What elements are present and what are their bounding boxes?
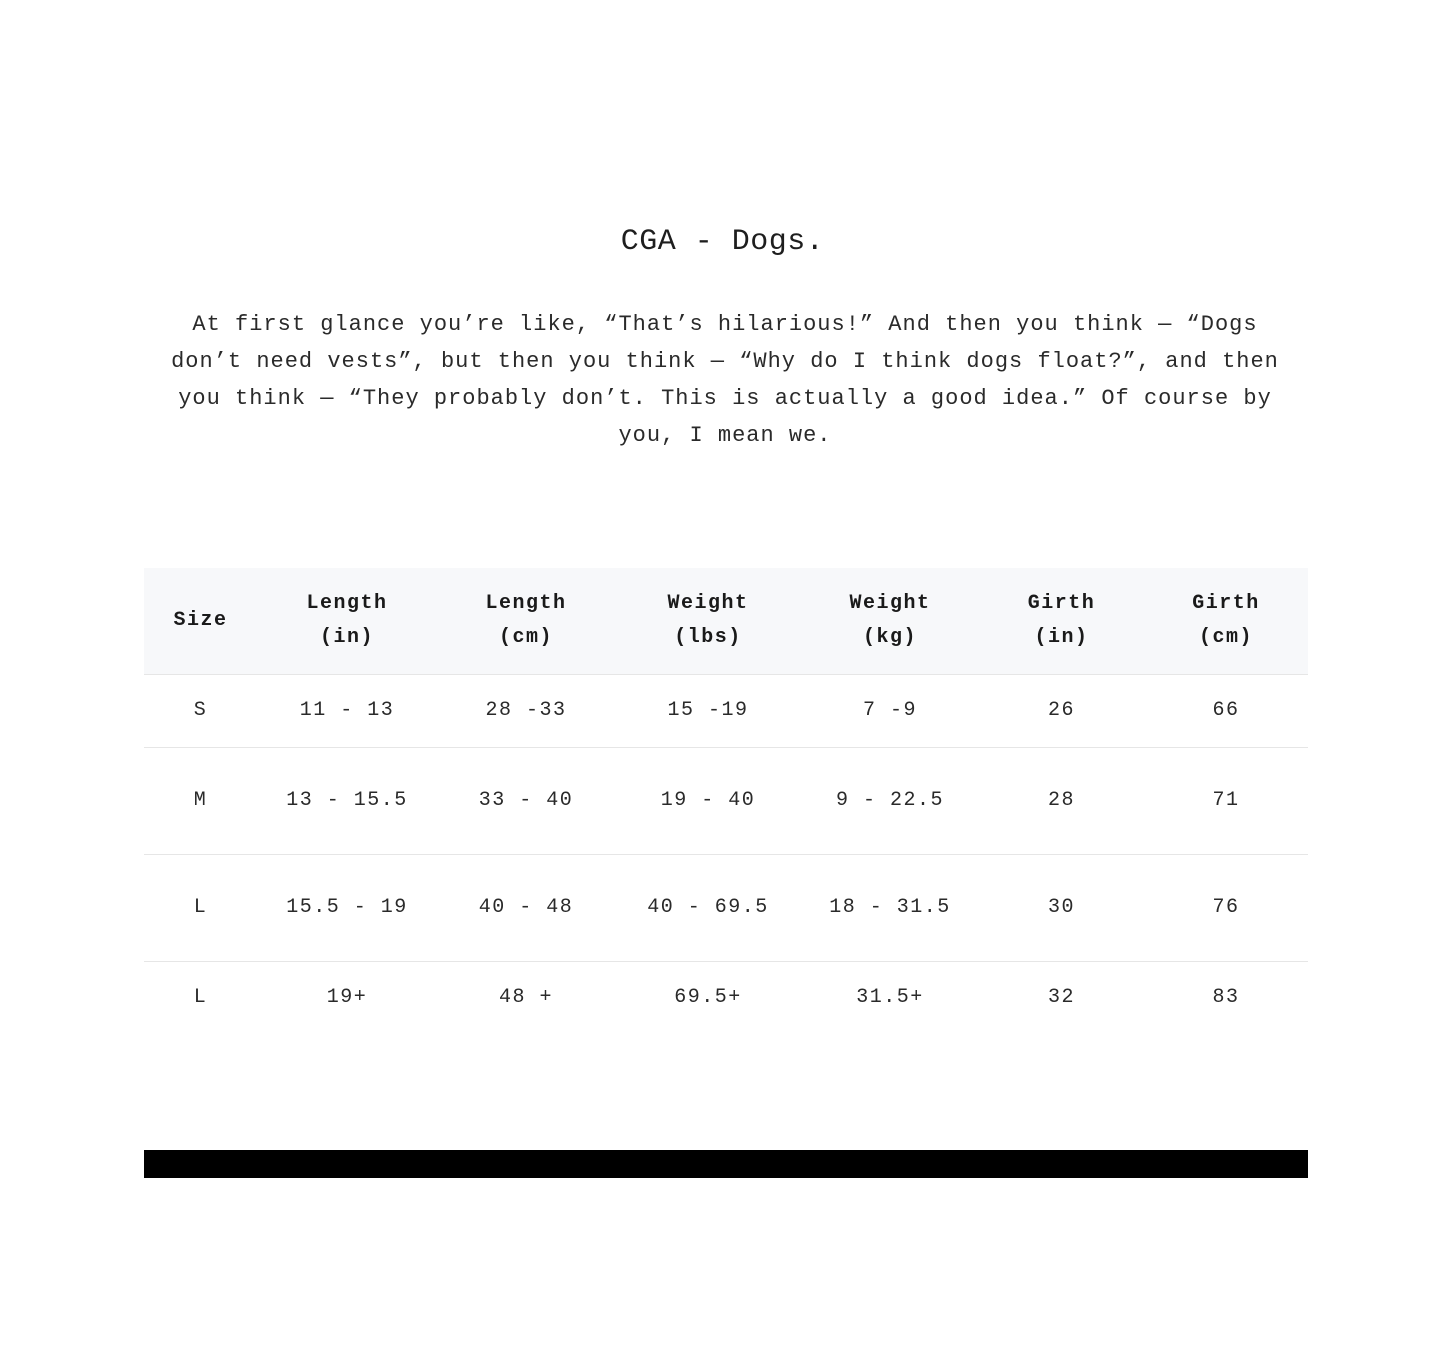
- column-header-weight-kg: Weight (kg): [801, 568, 979, 674]
- table-row: [144, 854, 1308, 961]
- table-cell: 13 - 15.5: [286, 788, 408, 812]
- column-header-weight-lbs: Weight (lbs): [615, 568, 801, 674]
- table-row: [144, 747, 1308, 854]
- table-cell: 19+: [326, 985, 368, 1009]
- table-cell: L: [193, 895, 208, 919]
- table-cell: 40 - 48: [478, 895, 574, 919]
- table-cell: 66: [1212, 698, 1240, 722]
- column-header-size: Size: [144, 568, 257, 674]
- table-cell: 83: [1212, 985, 1240, 1009]
- table-cell: 31.5+: [856, 985, 924, 1009]
- table-cell: 76: [1212, 895, 1240, 919]
- table-cell: S: [193, 698, 208, 722]
- column-header-girth-cm: Girth (cm): [1144, 568, 1308, 674]
- table-cell: 26: [1047, 698, 1075, 722]
- table-cell: 28: [1047, 788, 1075, 812]
- column-header-length-cm: Length (cm): [437, 568, 615, 674]
- table-row: [144, 961, 1308, 1034]
- intro-paragraph: At first glance you’re like, “That’s hilarious!” And then you think — “Dogs don’t need vests”, but then you think — “Why do I think dogs float?”, and then you think — “They probably don’t. This is actually a good idea.” Of course by you, I mean we.: [171, 312, 1279, 448]
- table-cell: 15.5 - 19: [286, 895, 408, 919]
- table-header-row: [144, 568, 1308, 674]
- page-title: CGA - Dogs.: [620, 225, 825, 259]
- column-header-girth-in: Girth (in): [979, 568, 1144, 674]
- table-cell: 40 - 69.5: [647, 895, 769, 919]
- table-cell: 33 - 40: [478, 788, 574, 812]
- table-cell: 9 - 22.5: [835, 788, 944, 812]
- table-row: [144, 674, 1308, 747]
- table-cell: 19 - 40: [660, 788, 756, 812]
- table-cell: 30: [1047, 895, 1075, 919]
- column-header-length-in: Length (in): [257, 568, 437, 674]
- table-cell: M: [193, 788, 208, 812]
- size-chart-table: [144, 568, 1308, 1034]
- footer-divider-bar: [144, 1150, 1308, 1178]
- table-cell: 11 - 13: [299, 698, 395, 722]
- table-cell: 7 -9: [862, 698, 917, 722]
- table-cell: 28 -33: [485, 698, 567, 722]
- table-cell: 48 +: [498, 985, 553, 1009]
- table-cell: 18 - 31.5: [829, 895, 951, 919]
- table-cell: 71: [1212, 788, 1240, 812]
- table-cell: 69.5+: [674, 985, 742, 1009]
- table-cell: L: [193, 985, 208, 1009]
- table-cell: 15 -19: [667, 698, 749, 722]
- table-cell: 32: [1047, 985, 1075, 1009]
